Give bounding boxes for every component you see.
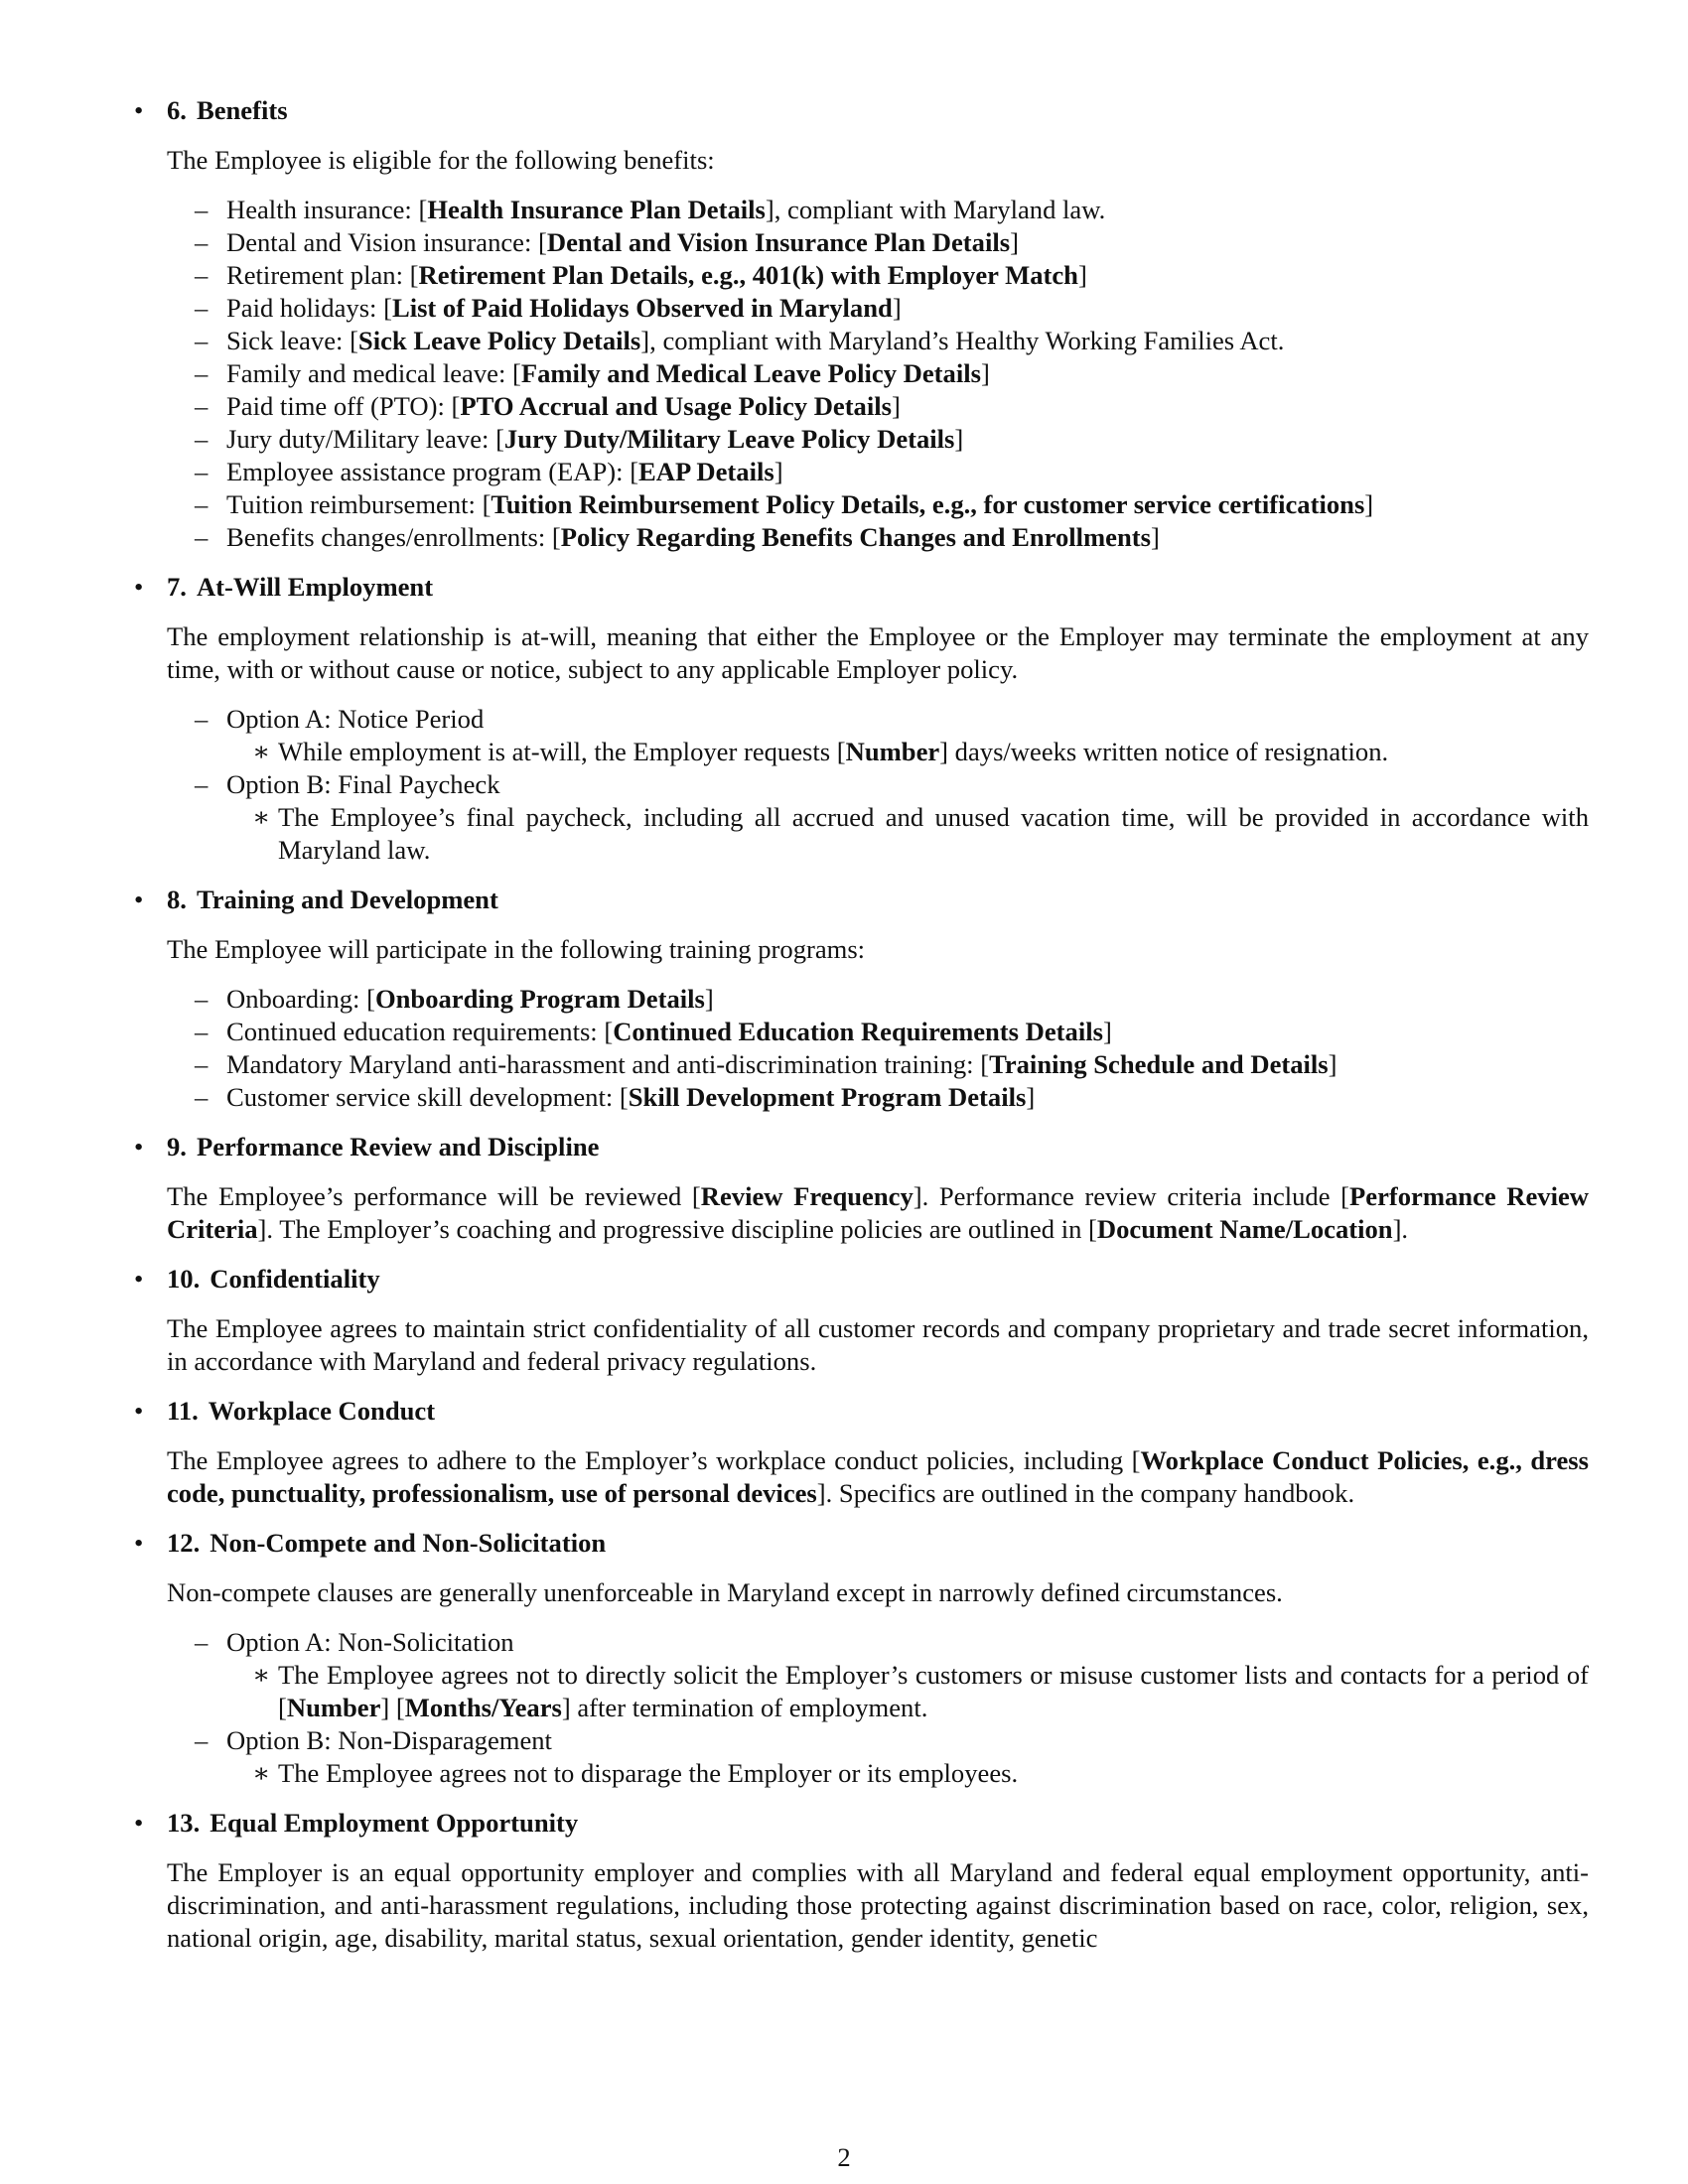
bullet: • <box>134 885 144 914</box>
benefits-list <box>134 194 1589 554</box>
section-benefits <box>134 94 1589 554</box>
section-intro: The Employee is eligible for the following benefits: <box>167 145 715 175</box>
list-item: – Jury duty/Military leave: [Jury Duty/Military Leave Policy Details] <box>195 424 964 454</box>
section-heading: 12. Non-Compete and Non-Solicitation <box>167 1528 607 1558</box>
training-list <box>134 983 1589 1114</box>
list-item: – Sick leave: [Sick Leave Policy Details], compliant with Maryland’s Healthy Working Families Act. <box>195 326 1285 355</box>
section-intro: Non-compete clauses are generally unenforceable in Maryland except in narrowly defined circumstances. <box>167 1577 1283 1607</box>
section-performance-review <box>134 1131 1589 1246</box>
section-paragraph: The Employer is an equal opportunity employer and complies with all Maryland and federal equal employment opportunity, anti-discrimination, and anti-harassment regulations, including those protecting against discrimination based on race, color, religion, sex, national origin, age, disability, marital status, sexual orientation, gender identity, genetic <box>167 1857 1589 1953</box>
document-page <box>134 94 1589 1972</box>
bullet: • <box>134 95 144 125</box>
section-training-development <box>134 884 1589 1114</box>
bullet: • <box>134 1132 144 1161</box>
option-detail: ∗ The Employee’s final paycheck, including all accrued and unused vacation time, will be provided in accordance with Maryland law. <box>252 802 1589 865</box>
section-heading: 13. Equal Employment Opportunity <box>167 1808 579 1838</box>
option-non-disparagement: – Option B: Non-Disparagement ∗ The Employee agrees not to disparage the Employer or its employees. <box>226 1724 1589 1790</box>
list-item: – Dental and Vision insurance: [Dental and Vision Insurance Plan Details] <box>195 227 1019 257</box>
list-item: – Paid time off (PTO): [PTO Accrual and Usage Policy Details] <box>195 391 901 421</box>
section-heading: 6. Benefits <box>167 95 288 125</box>
section-heading: 7. At-Will Employment <box>167 572 434 602</box>
section-confidentiality <box>134 1263 1589 1378</box>
bullet: • <box>134 1264 144 1294</box>
bullet: • <box>134 572 144 602</box>
section-non-compete <box>134 1527 1589 1790</box>
options-list <box>134 703 1589 867</box>
list-item: – Mandatory Maryland anti-harassment and anti-discrimination training: [Training Schedule and Details] <box>195 1049 1337 1079</box>
option-final-paycheck: – Option B: Final Paycheck ∗ The Employee’s final paycheck, including all accrued and unused vacation time, will be provided in accordance with Maryland law. <box>195 769 1589 865</box>
section-heading: 9. Performance Review and Discipline <box>167 1132 600 1161</box>
section-intro: The Employee will participate in the following training programs: <box>167 934 866 964</box>
section-heading: 10. Confidentiality <box>167 1264 380 1294</box>
option-non-solicitation: – Option A: Non-Solicitation ∗ The Employee agrees not to directly solicit the Employer’s customers or misuse customer lists and contacts for a period of [Number] [Months/Years] after termination of employment. <box>195 1627 1589 1722</box>
page-number: 2 <box>837 2142 851 2172</box>
option-detail: ∗ While employment is at-will, the Employer requests [Number] days/weeks written notice of resignation. <box>252 737 1389 766</box>
list-item: – Paid holidays: [List of Paid Holidays Observed in Maryland] <box>195 293 902 323</box>
bullet: • <box>134 1396 144 1426</box>
section-at-will-employment <box>134 571 1589 867</box>
list-item: – Health insurance: [Health Insurance Plan Details], compliant with Maryland law. <box>195 195 1106 224</box>
list-item: – Onboarding: [Onboarding Program Details] <box>195 984 714 1014</box>
bullet: • <box>134 1808 144 1838</box>
list-item: – Retirement plan: [Retirement Plan Details, e.g., 401(k) with Employer Match] <box>195 260 1087 290</box>
section-heading: 11. Workplace Conduct <box>167 1396 436 1426</box>
list-item: – Customer service skill development: [Skill Development Program Details] <box>195 1082 1036 1112</box>
bullet: • <box>134 1528 144 1558</box>
list-item: – Employee assistance program (EAP): [EAP Details] <box>195 457 783 486</box>
section-equal-employment <box>134 1807 1589 1955</box>
section-intro: The employment relationship is at-will, meaning that either the Employee or the Employer may terminate the employment at any time, with or without cause or notice, subject to any applicable Employer policy. <box>167 621 1589 684</box>
section-heading: 8. Training and Development <box>167 885 498 914</box>
section-workplace-conduct <box>134 1395 1589 1510</box>
option-detail: ∗ The Employee agrees not to disparage the Employer or its employees. <box>252 1758 1019 1788</box>
list-item: – Benefits changes/enrollments: [Policy Regarding Benefits Changes and Enrollments] <box>195 522 1160 552</box>
option-detail: ∗ The Employee agrees not to directly solicit the Employer’s customers or misuse customer lists and contacts for a period of [Number] [Months/Years] after termination of employment. <box>252 1660 1589 1722</box>
list-item: – Tuition reimbursement: [Tuition Reimbursement Policy Details, e.g., for customer service certifications] <box>195 489 1374 519</box>
option-notice-period: – Option A: Notice Period ∗ While employment is at-will, the Employer requests [Number] days/weeks written notice of resignation. <box>226 703 1589 768</box>
section-paragraph: The Employee’s performance will be reviewed [Review Frequency]. Performance review criteria include [Performance Review Criteria]. The Employer’s coaching and progressive discipline policies are outlined in [Document Name/Location]. <box>167 1181 1589 1244</box>
section-paragraph: The Employee agrees to adhere to the Employer’s workplace conduct policies, including [Workplace Conduct Policies, e.g., dress code, punctuality, professionalism, use of personal devices]. Specifics are outlined in the company handbook. <box>167 1445 1589 1508</box>
options-list <box>134 1626 1589 1790</box>
list-item: – Continued education requirements: [Continued Education Requirements Details] <box>195 1017 1112 1046</box>
section-paragraph: The Employee agrees to maintain strict confidentiality of all customer records and company proprietary and trade secret information, in accordance with Maryland and federal privacy regulations. <box>167 1313 1589 1376</box>
list-item: – Family and medical leave: [Family and Medical Leave Policy Details] <box>195 358 990 388</box>
